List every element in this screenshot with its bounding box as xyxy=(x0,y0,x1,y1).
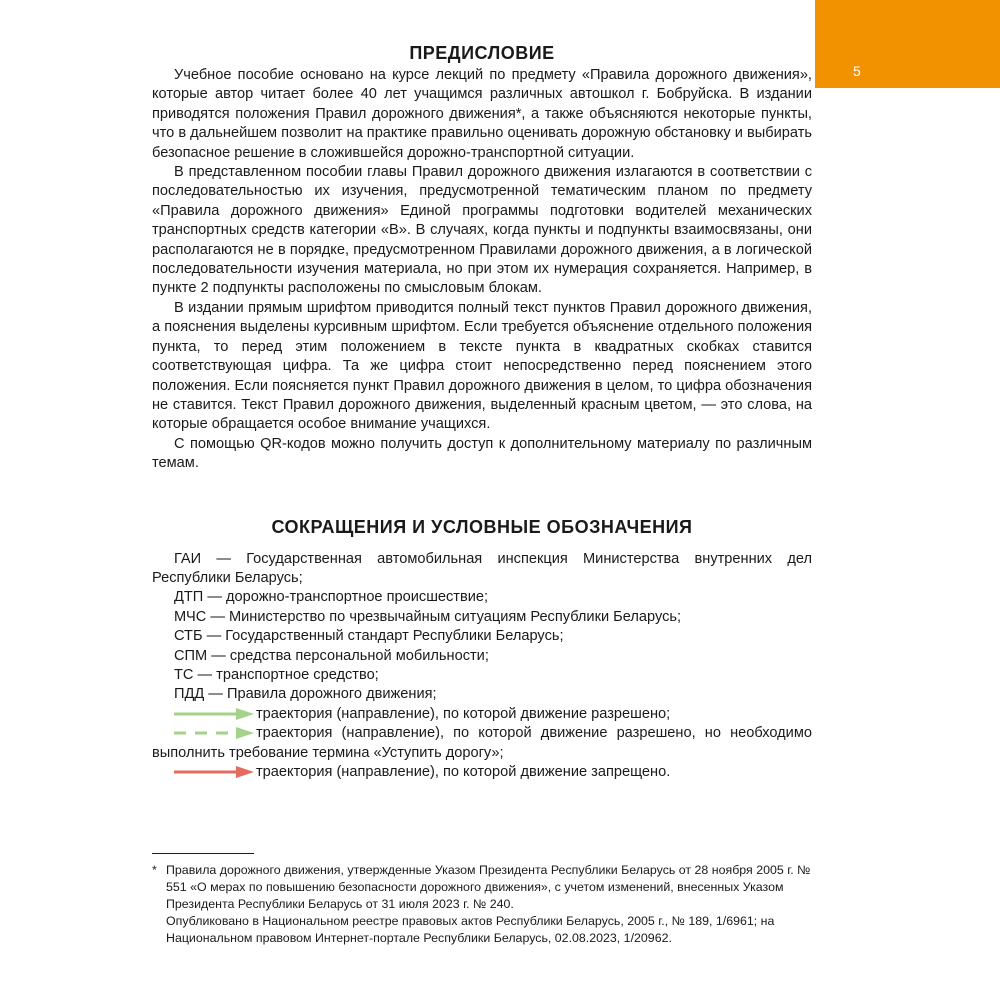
page-corner-tab xyxy=(815,0,1000,88)
preface-paragraph: В издании прямым шрифтом приводится полный текст пунктов Правил дорожного движения, а пояснения выделены курсивным шрифтом. Если требуется объяснение отдельного положения пункта, то перед этим положением в тексте пункта в квадратных скобках ставится соответствующая цифра. Та же цифра стоит непосредственно перед пояснением этого положения. Если поясняется пункт Правил дорожного движения в целом, то цифра обозначения не ставится. Текст Правил дорожного движения, выделенный красным цветом, — это слова, на которые обращается особое внимание учащихся. xyxy=(152,299,812,433)
abbreviation-item: ПДД — Правила дорожного движения; xyxy=(174,686,437,703)
solid-green-arrow-icon xyxy=(174,708,254,720)
abbreviation-item: ДТП — дорожно-транспортное происшествие; xyxy=(174,589,489,606)
preface-paragraph: В представленном пособии главы Правил дорожного движения излагаются в соответствии с последовательностью их изучения, предусмотренной тематическим планом по предмету «Правила дорожного движения» Единой программы подготовки водителей механических транспортных средств категории «B». В случаях, когда пункты и подпункты взаимосвязаны, они располагаются не в порядке, предусмотренном Правилами дорожного движения, а в логической последовательности изучения материала, но при этом их нумерация сохраняется. Например, в пункте 2 подпункты расположены по смысловым блокам. xyxy=(152,164,812,297)
footnote-text: Правила дорожного движения, утвержденные Указом Президента Республики Беларусь от 28 ноября 2005 г. № 551 «О мерах по повышению безопасности дорожного движения», с учетом изменений, внесенных Указом Президента Республики Беларусь от 31 июля 2023 г. № 240. xyxy=(166,863,811,911)
legend-item-allowed xyxy=(152,705,812,724)
preface-paragraph: Учебное пособие основано на курсе лекций по предмету «Правила дорожного движения», которые автор читает более 40 лет учащимся различных автошкол г. Бобруйска. В издании приводятся положения Правил дорожного движения*, а также объясняются некоторые пункты, что в дальнейшем позволит на практике правильно оценивать дорожную обстановку и выбирать безопасное решение в сложившейся дорожно-транспортной ситуации. xyxy=(152,67,812,161)
footnote-marker: * xyxy=(152,863,157,877)
dashed-green-arrow-icon xyxy=(174,727,254,739)
page-number: 5 xyxy=(853,63,861,79)
legend-text: траектория (направление), по которой движение разрешено; xyxy=(256,705,671,722)
abbreviations-list xyxy=(152,550,812,783)
footnote-text: Опубликовано в Национальном реестре правовых актов Республики Беларусь, 2005 г., № 189, 1/6961; на Национальном правовом Интернет-портале Республики Беларусь, 02.08.2023, 1/20962. xyxy=(166,914,775,945)
abbreviation-item: СТБ — Государственный стандарт Республики Беларусь; xyxy=(174,628,564,645)
abbreviation-item: ГАИ — Государственная автомобильная инспекция Министерства внутренних дел Республики Беларусь; xyxy=(152,550,812,586)
abbreviations-title: СОКРАЩЕНИЯ И УСЛОВНЫЕ ОБОЗНАЧЕНИЯ xyxy=(271,516,693,537)
abbreviation-item: СПМ — средства персональной мобильности; xyxy=(174,647,489,664)
page-content xyxy=(152,40,812,782)
abbreviation-item: МЧС — Министерство по чрезвычайным ситуациям Республики Беларусь; xyxy=(174,608,682,625)
legend-text: траектория (направление), по которой движение разрешено, но необходимо выполнить требование термина «Уступить дорогу»; xyxy=(152,725,812,761)
legend-item-yield xyxy=(152,724,812,763)
preface-paragraph: С помощью QR-кодов можно получить доступ к дополнительному материалу по различным темам. xyxy=(152,435,812,472)
footnote xyxy=(152,862,812,947)
preface-title: ПРЕДИСЛОВИЕ xyxy=(409,43,555,63)
footnote-divider xyxy=(152,853,254,854)
legend-item-forbidden xyxy=(152,763,812,782)
legend-text: траектория (направление), по которой движение запрещено. xyxy=(256,764,671,780)
solid-red-arrow-icon xyxy=(174,766,254,778)
abbreviation-item: ТС — транспортное средство; xyxy=(174,666,379,683)
